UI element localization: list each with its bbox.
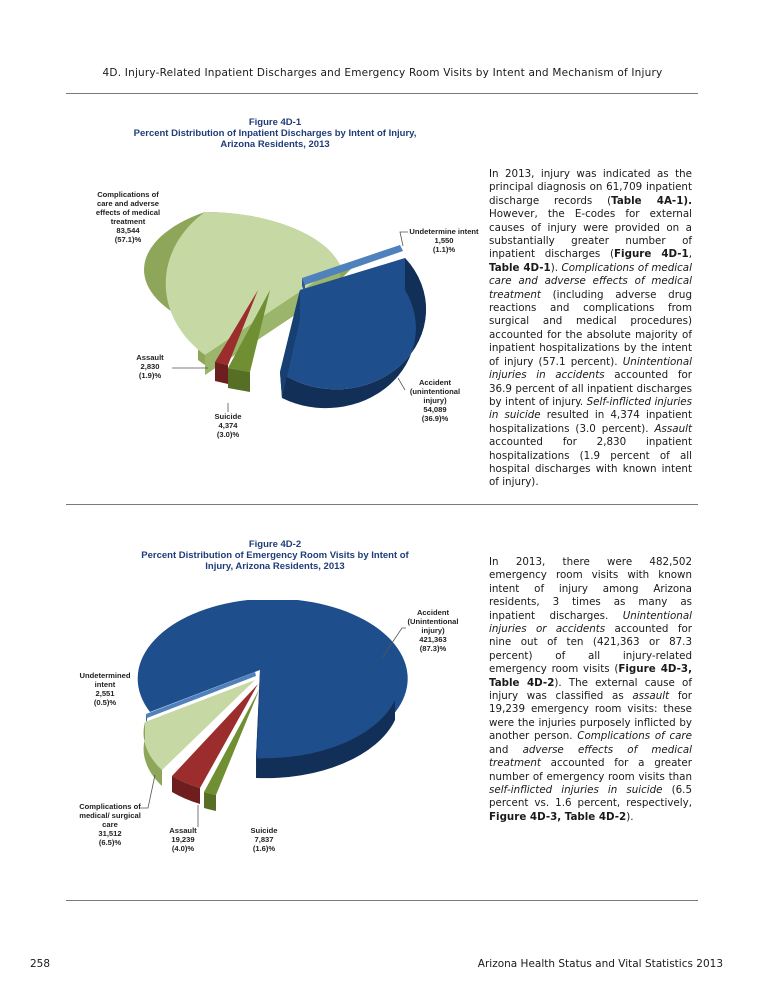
label-line: (4.0)% [171, 844, 195, 853]
figure-reference: Figure 4D-1 [614, 248, 689, 261]
table-reference: Table 4D-1 [489, 261, 551, 274]
label-line: injury) [423, 396, 447, 405]
figure1-label-assault [130, 353, 170, 380]
text-run: ). The external cause of injury was classified as [489, 676, 692, 703]
label-line: intent [94, 680, 116, 689]
figure2-label-assault [166, 826, 200, 853]
text-run: (including adverse drug reactions and complications from surgical and medical procedures) accounted for the absolute majority of inpatient hospitalizations by the intent of injury (57.1 percent). [489, 288, 692, 368]
italic-run: Unintentional injuries or accidents [489, 609, 692, 636]
figure2-label-complications [74, 802, 146, 847]
text-block-1 [489, 168, 692, 490]
label-line: (1.9)% [138, 371, 162, 380]
italic-run: Complications of medical care and adverse effects of medical treatment [489, 261, 692, 301]
label-line: (57.1)% [114, 235, 142, 244]
text-run: accounted for nine out of ten (421,363 or 87.3 percent) of all injury-related emergency room visits ( [489, 623, 692, 676]
text-run: ). [626, 810, 634, 823]
text-run: accounted for 36.9 percent of all inpatient discharges by intent of injury. [489, 369, 692, 408]
page-number: 258 [30, 958, 51, 970]
label-line: 1,550 [434, 236, 454, 245]
label-line: (0.5)% [93, 698, 117, 707]
text-run: accounted for a greater number of emergency room visits than [489, 757, 692, 783]
label-line: 54,089 [423, 405, 447, 414]
italic-run: assault [632, 690, 670, 703]
label-line: medical/ surgical [79, 811, 141, 820]
text-run: accounted for 2,830 inpatient hospitalizations (1.9 percent of all hospital discharges with known intent of injury). [489, 436, 692, 489]
figure2-label-undetermined [72, 671, 138, 707]
text-run: In 2013, injury was indicated as the principal diagnosis on 61,709 inpatient discharge records ( [489, 168, 692, 207]
label-line: Complications of [97, 190, 159, 199]
figure1-number: Figure 4D-1 [248, 117, 302, 128]
figure1-title-line2: Arizona Residents, 2013 [220, 139, 330, 150]
figure2-title-line1: Percent Distribution of Emergency Room Visits by Intent of [141, 550, 409, 561]
figure1-label-accident [404, 378, 466, 423]
italic-run: Self-inflicted injuries in suicide [489, 395, 693, 422]
label-line: 19,239 [171, 835, 195, 844]
text-run: and [489, 743, 523, 756]
label-line: 83,544 [116, 226, 140, 235]
figure1-label-complications [83, 190, 173, 244]
text-run: ). [550, 261, 562, 274]
label-line: (6.5)% [98, 838, 122, 847]
label-line: Undetermined [79, 671, 131, 680]
figure2-title-line2: Injury, Arizona Residents, 2013 [205, 561, 345, 572]
label-line: (3.0)% [216, 430, 240, 439]
italic-run: Unintentional injuries in accidents [489, 355, 692, 382]
figure2-number: Figure 4D-2 [248, 539, 302, 550]
figure1-title-line1: Percent Distribution of Inpatient Discharges by Intent of Injury, [133, 128, 417, 139]
text-run: , [688, 248, 692, 261]
figure1-title [100, 117, 450, 150]
label-line: Assault [136, 353, 164, 362]
label-line: 7,837 [254, 835, 274, 844]
italic-run: Complications of care [577, 730, 692, 743]
label-line: Accident [418, 378, 452, 387]
label-line: (Unintentional [407, 617, 459, 626]
label-line: (unintentional [409, 387, 461, 396]
label-line: injury) [421, 626, 445, 635]
label-line: Assault [169, 826, 197, 835]
figure1-label-suicide [208, 412, 248, 439]
figure1-label-undetermined [402, 227, 486, 254]
italic-run: self-inflicted injuries in suicide [489, 783, 663, 796]
label-line: (36.9)% [421, 414, 449, 423]
italic-run: adverse effects of medical treatment [489, 743, 692, 770]
label-line: 4,374 [218, 421, 238, 430]
figure2-label-accident [400, 608, 466, 653]
label-line: 2,830 [140, 362, 160, 371]
text-run: In 2013, there were 482,502 emergency room visits with known intent of injury among Arizona residents, 3 times as many as inpatient discharges. [489, 556, 692, 622]
label-line: (87.3)% [419, 644, 447, 653]
bottom-divider [66, 900, 698, 901]
italic-run: Assault [654, 422, 692, 435]
label-line: (1.1)% [432, 245, 456, 254]
text-run: However, the E-codes for external causes of injury were provided on a substantially greater number of inpatient discharges ( [489, 208, 692, 261]
figure-reference: Figure 4D-3, Table 4D-2 [489, 810, 627, 823]
label-line: care [102, 820, 118, 829]
label-line: 2,551 [95, 689, 115, 698]
table-reference: Table 4A-1). [611, 194, 692, 207]
text-run: resulted in 4,374 inpatient hospitalizations (3.0 percent). [489, 409, 692, 435]
label-line: 31,512 [98, 829, 122, 838]
label-line: Accident [416, 608, 450, 617]
header-divider [66, 93, 698, 94]
label-line: (1.6)% [252, 844, 276, 853]
label-line: Undetermine intent [409, 227, 479, 236]
label-line: care and adverse [96, 199, 160, 208]
figure-reference: Figure 4D-3, Table 4D-2 [489, 663, 692, 689]
section-divider [66, 504, 698, 505]
label-line: Suicide [250, 826, 278, 835]
text-block-2 [489, 556, 692, 824]
label-line: 421,363 [419, 635, 447, 644]
label-line: Suicide [214, 412, 242, 421]
section-header: 4D. Injury-Related Inpatient Discharges and Emergency Room Visits by Intent and Mechanism of Injury [102, 67, 663, 79]
label-line: effects of medical [95, 208, 161, 217]
figure2-title [100, 539, 450, 572]
figure2-label-suicide [244, 826, 284, 853]
text-run: (6.5 percent vs. 1.6 percent, respectively, [489, 783, 693, 810]
text-run: for 19,239 emergency room visits: these were the injuries purposely inflicted by another person. [489, 690, 692, 743]
label-line: treatment [110, 217, 146, 226]
publication-title: Arizona Health Status and Vital Statistics 2013 [477, 958, 723, 970]
label-line: Complications of [79, 802, 141, 811]
